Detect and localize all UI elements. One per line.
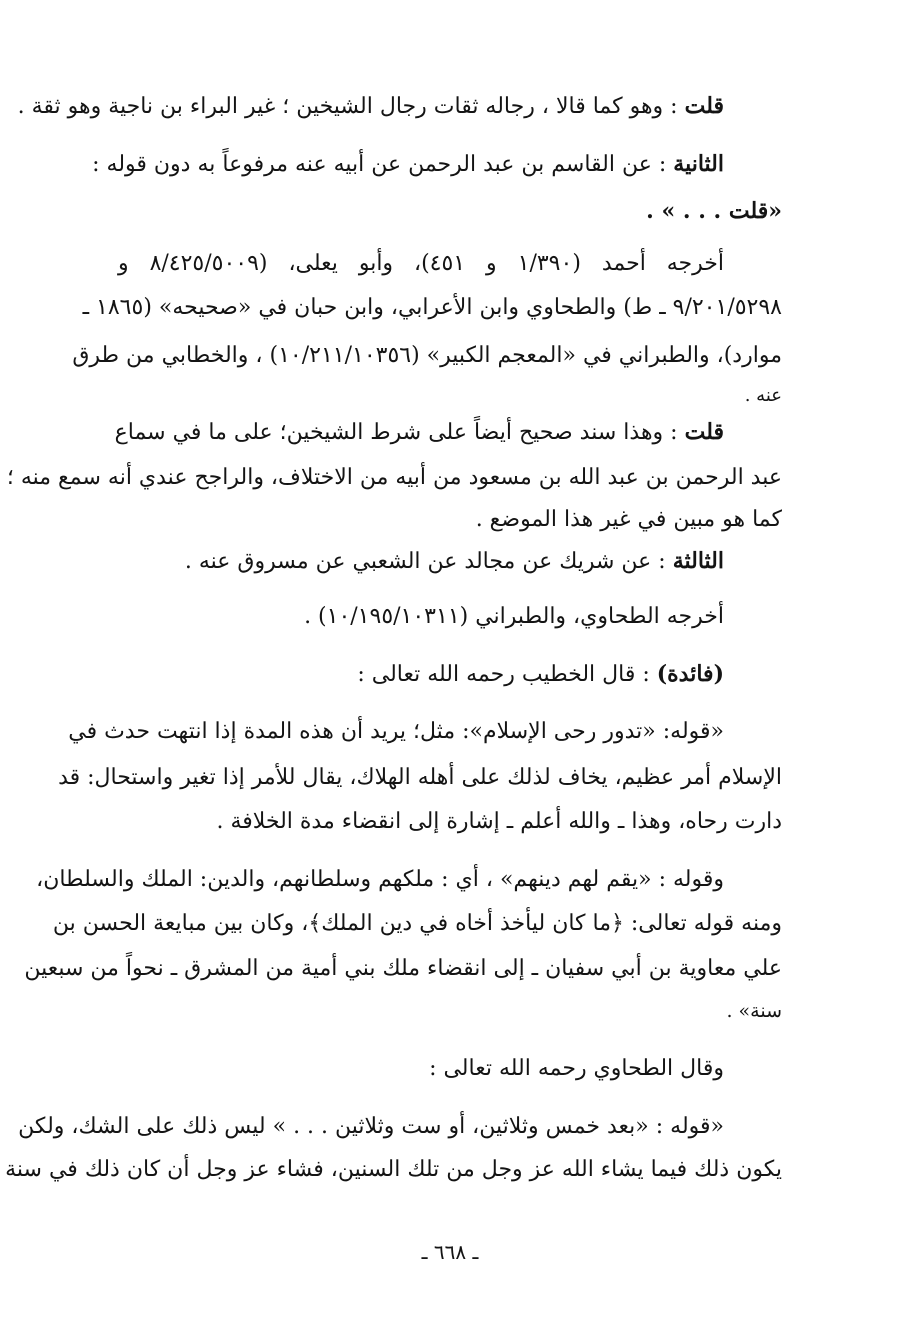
paragraph-yaqum-line-4: سنة» . <box>726 1000 782 1022</box>
paragraph-khatib-line-1: «قوله: «تدور رحى الإسلام»: مثل؛ يريد أن هذه المدة إذا انتهت حدث في <box>68 719 724 744</box>
paragraph-yaqum-line-1: وقوله : «يقم لهم دينهم» ، أي : ملكهم وسلطانهم، والدين: الملك والسلطان، <box>36 867 724 892</box>
lead-word: (فائدة) <box>656 661 724 687</box>
paragraph-takhrij-2: أخرجه الطحاوي، والطبراني (١٠/١٩٥/١٠٣١١) . <box>304 604 724 629</box>
paragraph-tahawi-line-2: يكون ذلك فيما يشاء الله عز وجل من تلك السنين، فشاء عز وجل أن كان ذلك في سنة <box>5 1157 782 1182</box>
lead-word: الثالثة <box>672 548 724 574</box>
paragraph-takhrij-line-2: ٩/٢٠١/٥٢٩٨ ـ ط) والطحاوي وابن الأعرابي، وابن حبان في «صحيحه» (١٨٦٥ ـ <box>82 295 782 320</box>
paragraph-third <box>118 547 724 576</box>
paragraph-text: : وهو كما قالا ، رجاله ثقات رجال الشيخين ؛ غير البراء بن ناجية وهو ثقة . <box>17 94 678 119</box>
paragraph-yaqum-line-2: ومنه قوله تعالى: ﴿ما كان ليأخذ أخاه في دين الملك﴾، وكان بين مبايعة الحسن بن <box>52 911 782 936</box>
paragraph-khatib-line-2: الإسلام أمر عظيم، يخاف لذلك على أهله الهلاك، يقال للأمر إذا تغير واستحال: قد <box>58 765 782 790</box>
paragraph-qult-2-line-2: عبد الرحمن بن عبد الله بن مسعود من أبيه من الاختلاف، والراجح عندي أنه سمع منه ؛ <box>6 465 782 490</box>
paragraph-second-line-1 <box>92 150 724 179</box>
page-number: ـ ٦٦٨ ـ <box>421 1240 479 1264</box>
lead-word: قلت <box>684 419 724 445</box>
paragraph-text: : عن القاسم بن عبد الرحمن عن أبيه عنه مرفوعاً به دون قوله : <box>92 152 667 177</box>
paragraph-khatib-line-3: دارت رحاه، وهذا ـ والله أعلم ـ إشارة إلى انقضاء مدة الخلافة . <box>216 809 782 834</box>
paragraph-faida <box>118 660 724 689</box>
paragraph-text: : عن شريك عن مجالد عن الشعبي عن مسروق عنه . <box>184 549 666 574</box>
paragraph-tahawi-intro: وقال الطحاوي رحمه الله تعالى : <box>429 1056 724 1081</box>
paragraph-takhrij-line-4: عنه . <box>744 385 782 406</box>
paragraph-yaqum-line-3: علي معاوية بن أبي سفيان ـ إلى انقضاء ملك بني أمية من المشرق ـ نحواً من سبعين <box>24 956 782 981</box>
paragraph-takhrij-line-1: أخرجه أحمد (١/٣٩٠ و ٤٥١)، وأبو يعلى، (٨/٤٢٥/٥٠٠٩ و <box>118 251 724 276</box>
paragraph-qult-2-line-3: كما هو مبين في غير هذا الموضع . <box>475 507 782 532</box>
paragraph-text: : وهذا سند صحيح أيضاً على شرط الشيخين؛ على ما في سماع <box>114 420 678 445</box>
paragraph-qult-1 <box>17 92 724 121</box>
paragraph-second-line-2 <box>118 197 782 226</box>
paragraph-tahawi-line-1: «قوله : «بعد خمس وثلاثين، أو ست وثلاثين . . . » ليس ذلك على الشك، ولكن <box>18 1114 724 1139</box>
lead-word: الثانية <box>673 151 724 177</box>
paragraph-qult-2-line-1 <box>114 418 724 447</box>
paragraph-text: «قلت . . . » . <box>646 198 782 224</box>
paragraph-takhrij-line-3: موارد)، والطبراني في «المعجم الكبير» (١٠/٢١١/١٠٣٥٦) ، والخطابي من طرق <box>72 343 782 368</box>
lead-word: قلت <box>684 93 724 119</box>
paragraph-text: : قال الخطيب رحمه الله تعالى : <box>357 662 650 687</box>
